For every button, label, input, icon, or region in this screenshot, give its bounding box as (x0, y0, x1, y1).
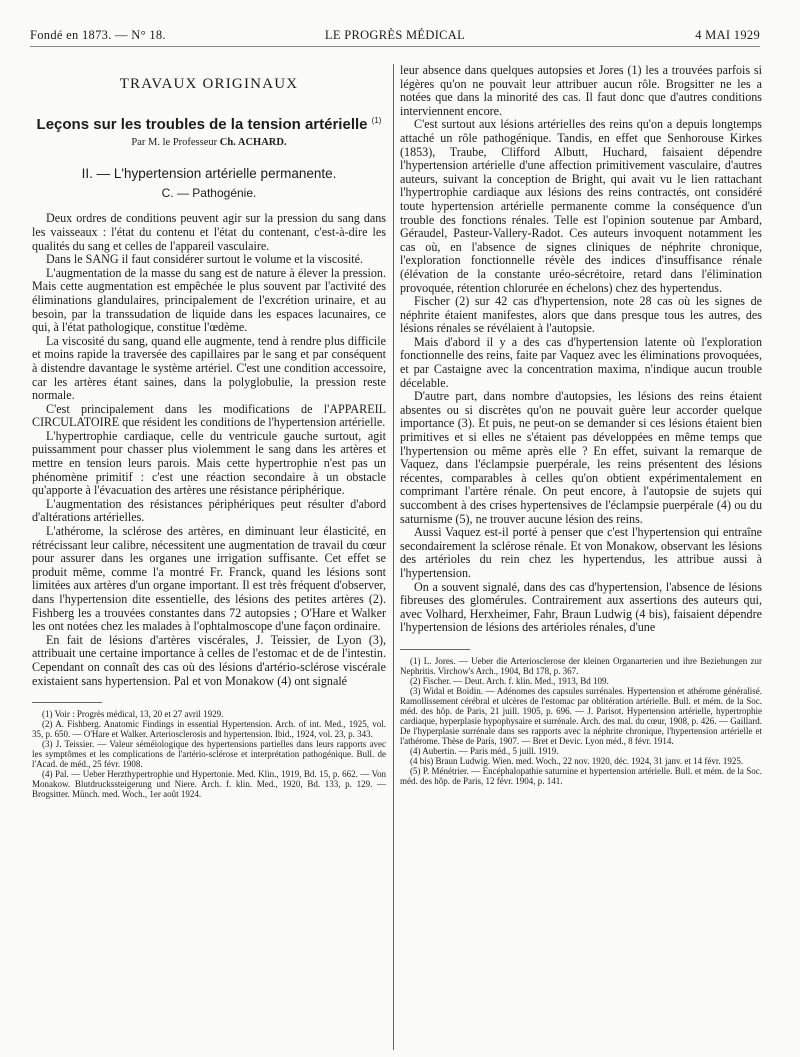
paragraph: Mais d'abord il y a des cas d'hypertension latente où l'exploration fonctionnelle des reins, faite par Vaquez avec les éliminations provoquées, et par Castaigne avec la concentration maxima, n'indique aucun trouble décelable. (400, 334, 762, 390)
paragraph: La viscosité du sang, quand elle augmente, tend à rendre plus difficile et moins rapide la traversée des capillaires par le sang et par conséquent à distendre davantage le système artériel. C'est une condition accessoire, car les artères étant saines, dans la polyglobulie, la pression reste normale. (32, 333, 386, 403)
paragraph: Deux ordres de conditions peuvent agir sur la pression du sang dans les vaisseaux : l'état du contenu et l'état du contenant, c'est-à-dire les qualités du sang et celles de l'appareil vasculaire. (32, 211, 386, 253)
chapter-heading: II. — L'hypertension artérielle permanente. (81, 166, 337, 182)
issue-date: 4 MAI 1929 (695, 28, 760, 42)
paragraph: Dans le SANG il faut considérer surtout le volume et la viscosité. (46, 252, 364, 267)
author-prefix: Par M. le Professeur (131, 136, 218, 148)
footnote: (1) L. Jores. — Ueber die Arteriosclerose der kleinen Organarterien und ihre Beziehungen zur Nephritis. Virchow's Arch., 1904, Bd 178, p. 367. (400, 655, 762, 676)
footnote: (2) A. Fishberg. Anatomic Findings in essential Hypertension. Arch. of int. Med., 1925, vol. 35, p. 650. — O'Hare et Walker. Arteriosclerosis and hypertension. Ibid., 1924, vol. 23, p. 343. (32, 719, 386, 740)
paragraph: C'est principalement dans les modifications de l'APPAREIL CIRCULATOIRE que résident les conditions de l'hypertension artérielle. (32, 401, 386, 430)
footnotes (400, 656, 762, 786)
footnote-rule (32, 702, 102, 703)
paragraph: L'hypertrophie cardiaque, celle du ventricule gauche surtout, agit puissamment pour chasser plus violemment le sang dans les artères et mettre en tension leurs parois. Mais cette hypertrophie n'est pas un phénomène primitif : c'est une réaction secondaire à un obstacle qu'apporte à l'évacuation des artères une résistance périphérique. (32, 428, 386, 498)
journal-title: LE PROGRÈS MÉDICAL (324, 28, 466, 42)
footnote: (4) Pal. — Ueber Herzthypertrophie und Hypertonie. Med. Klin., 1919, Bd. 15, p. 662. — Von Monakow. Blutdruckssteigerung und Niere. Arch. f. klin. Med., 1920, Bd. 133, p. 129. — Brogsitter. Münch. med. Woch., 1er août 1924. (32, 769, 386, 800)
subchapter-heading: C. — Pathogénie. (161, 185, 257, 200)
footnotes (32, 709, 386, 799)
right-column (400, 64, 762, 786)
footnote: (1) Voir : Progrès médical, 13, 20 et 27 avril 1929. (42, 709, 224, 720)
footnote: (2) Fischer. — Deut. Arch. f. klin. Med., 1913, Bd 109. (410, 675, 609, 686)
paragraph: C'est surtout aux lésions artérielles des reins qu'on a depuis longtemps attaché un rôle pathogénique. Tandis, en effet que Senhorouse Kirkes (1853), Traube, Clifford Albutt, Huchard, faisaient dépendre l'hypertension artérielle d'une affection primitivement vasculaire, d'autres auteurs, suivant la conception de Bright, qui avait vu le lien rattachant l'hypertrophie cardiaque aux lésions des reins contractés, ont considéré toute hypertension artérielle permanente comme la conséquence d'un trouble des fonctions rénales. Telle est l'opinion soutenue par Ambard, Géraudel, Pasteur-Vallery-Radot. Ces auteurs invoquent notamment les cas où, en l'absence de signes cliniques de néphrite chronique, l'exploration fonctionnelle révèle des indices d'insuffisance rénale (élévation de la constante uréo-sécrétoire, retard dans l'élimination provoquée, rétention chlorurée en échelons) chez des hypertendus. (400, 117, 762, 295)
footnote-rule (400, 649, 470, 650)
paragraph: On a souvent signalé, dans des cas d'hypertension, l'absence de lésions fibreuses des glomérules. Contrairement aux assertions des auteurs qui, avec Volhard, Herxheimer, Fahr, Braun Ludwig (4 bis), faisaient dépendre l'hypertension de lésions des artérioles rénales, d'une (400, 579, 762, 635)
paragraph: L'athérome, la sclérose des artères, en diminuant leur élasticité, en rétrécissant leur calibre, nécessitent une augmentation de travail du cœur pour assurer dans les organes une irrigation suffisante. Cet effet se produit même, comme l'a montré Fr. Franck, quand les lésions sont limitées aux artères d'un organe important. Il est très fréquent d'observer, dans l'hypertension dite essentielle, des lésions des petites artères (2). Fishberg les a trouvées constantes dans 72 autopsies ; O'Hare et Walker les ont notées chez les malades à l'ophtalmoscope d'une façon ordinaire. (32, 524, 386, 634)
column-divider (393, 64, 394, 1050)
author-name: Ch. ACHARD. (219, 136, 287, 148)
author-line (32, 136, 386, 150)
paragraph: leur absence dans quelques autopsies et Jores (1) les a trouvées parfois si légères qu'on ne pouvait leur attribuer aucun rôle. Brogsitter ne les a notées que dans la minorité des cas. Il faut donc que d'autres conditions interviennent encore. (400, 63, 762, 118)
article-title-note: (1) (371, 115, 382, 125)
left-column (32, 64, 386, 799)
footnote: (3) J. Teissier. — Valeur séméiologique des hypertensions partielles dans leurs rapports avec les symptômes et les complications de l'artério-sclérose et interprétation pathogénique. Bull. de l'Acad. de méd., 25 févr. 1908. (32, 739, 386, 770)
section-title: TRAVAUX ORIGINAUX (119, 76, 299, 92)
paragraph: D'autre part, dans nombre d'autopsies, les lésions des reins étaient absentes ou si discrètes qu'on ne pouvait guère leur accorder quelque importance (3). Et puis, ne peut-on se demander si ces lésions étaient bien primitives et si elles ne s'étaient pas développées en même temps que l'hypertension ou même après elle ? En effet, suivant la remarque de Vaquez, dans l'éclampsie puerpérale, les reins présentent des lésions récentes, comparables à celles qu'on obtient expérimentalement en comprimant l'artère rénale. On peut encore, à l'autopsie de sujets qui succombent à des crises hypertensives de l'éclampsie puerpérale (4) ou du saturnisme (5), ne trouver aucune lésion des reins. (400, 389, 762, 526)
paragraph: L'augmentation des résistances périphériques peut résulter d'abord d'altérations artérielles. (32, 496, 386, 525)
article-title (32, 112, 386, 134)
paragraph: L'augmentation de la masse du sang est de nature à élever la pression. Mais cette augmentation est empêchée le plus souvent par l'activité des éliminations glandulaires, principalement de l'excrétion urinaire, et au besoin, par la transsudation de liquide dans les espaces lacunaires, ce qui, à l'état pathologique, constitue l'œdème. (32, 265, 386, 335)
founded-issue: Fondé en 1873. — N° 18. (30, 28, 166, 42)
footnote: (5) P. Ménétrier. — Encéphalopathie saturnine et hypertension artérielle. Bull. et mém. de la Soc. méd. des hôp. de Paris, 12 févr. 1904, p. 141. (400, 765, 762, 786)
footnote: (4 bis) Braun Ludwig. Wien. med. Woch., 22 nov. 1920, déc. 1924, 31 janv. et 14 févr. 1925. (410, 755, 744, 766)
footnote: (4) Aubertin. — Paris méd., 5 juill. 1919. (410, 745, 559, 756)
paragraph: Fischer (2) sur 42 cas d'hypertension, note 28 cas où les signes de néphrite étaient manifestes, alors que dans presque tous les autres, des lésions rénales se révélaient à l'autopsie. (400, 294, 762, 336)
running-header (30, 28, 760, 47)
article-title-text: Leçons sur les troubles de la tension artérielle (36, 115, 368, 133)
paragraph: Aussi Vaquez est-il porté à penser que c'est l'hypertension qui entraîne secondairement la sclérose rénale. Et von Monakow, observant les lésions des artérioles du rein chez les hypertendus, les attribue aussi à l'hypertension. (400, 525, 762, 580)
footnote: (3) Widal et Boidin. — Adénomes des capsules surrénales. Hypertension et athérome généralisé. Ramollissement cérébral et ulcères de l'estomac par oblitération artérielle. Bull. et mém. de la Soc. méd. des hôp. de Paris, 21 juill. 1905, p. 696. — J. Parisot. Hypertension artérielle, hypertrophie cardiaque, hyperplasie hypophysaire et surrénale. Arch. des mal. du cœur, 1908, p. 426. — Gaillard. De l'hyperplasie surrénale dans ses rapports avec la néphrite chronique, l'hypertension artérielle et l'athérome. Thèse de Paris, 1907. — Bret et Devic. Lyon méd., 8 févr. 1914. (400, 685, 762, 746)
paragraph: En fait de lésions d'artères viscérales, J. Teissier, de Lyon (3), attribuait une certaine importance à celles de l'estomac et de de l'intestin. Cependant on connaît des cas où des lésions d'artério-sclérose viscérale existaient sans hypertension. Pal et von Monakow (4) ont signalé (32, 632, 386, 688)
